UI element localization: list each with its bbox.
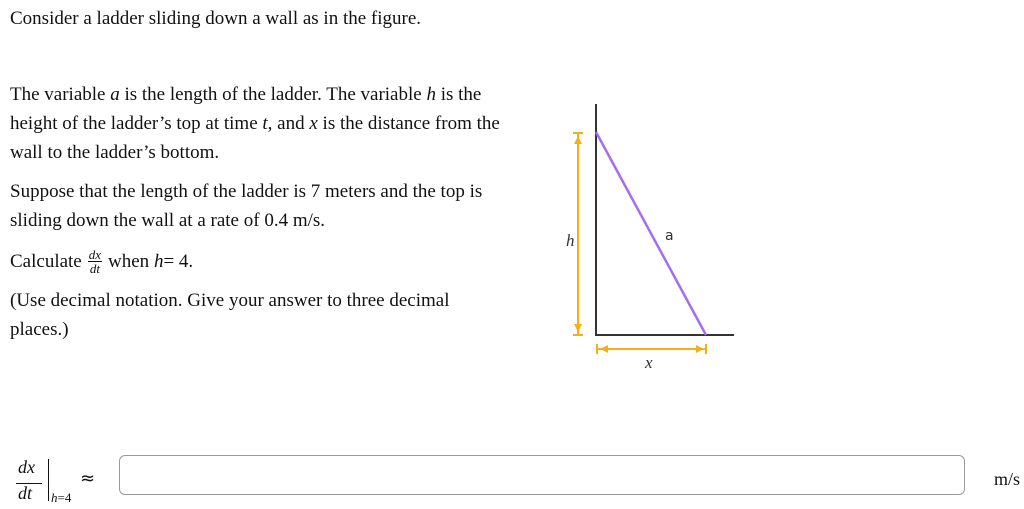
label-x: x: [645, 353, 653, 372]
x-arrow-left: [600, 345, 608, 353]
var-t: t: [262, 113, 268, 134]
label-a: a: [665, 228, 674, 244]
var-h: h: [153, 251, 164, 272]
var-a: a: [110, 84, 120, 105]
answer-input[interactable]: [119, 455, 965, 495]
var-h: h: [426, 84, 436, 105]
derivative-numerator: dx: [18, 457, 35, 477]
text-span: is the distance from the wall to the ladder’s bottom.: [10, 113, 500, 163]
text-span: The variable: [10, 84, 111, 105]
instructions-paragraph: (Use decimal notation. Give your answer to three decimal places.): [10, 290, 450, 340]
x-arrow-right: [696, 345, 704, 353]
fraction-numerator: dx: [88, 247, 102, 262]
fraction-denominator: dt: [89, 261, 100, 276]
variables-paragraph: [10, 80, 520, 167]
calculate-label: Calculate: [10, 251, 82, 272]
dx-dt-fraction: [88, 249, 102, 274]
equals-value: = 4.: [163, 251, 194, 272]
ladder-figure: [560, 96, 750, 376]
intro-text: Consider a ladder sliding down a wall as in the figure.: [10, 8, 422, 29]
text-span: is the length of the ladder. The variable: [119, 84, 427, 105]
text-span: , and: [267, 113, 310, 134]
unit-label: m/s: [994, 469, 1021, 489]
evaluation-subscript: [51, 490, 71, 506]
subscript-value: =4: [57, 490, 72, 505]
calculate-line: [10, 247, 520, 276]
given-paragraph: Suppose that the length of the ladder is 7 meters and the top is sliding down the wall at a rate of 0.4 m/s.: [10, 181, 483, 231]
text-span: is the height of the ladder’s top at time: [10, 84, 482, 134]
approx-symbol: ≈: [80, 468, 96, 489]
h-arrow-down: [574, 324, 582, 332]
when-label: when: [108, 251, 150, 272]
h-arrow-up: [574, 136, 582, 144]
subscript-var: h: [51, 490, 58, 505]
ladder-line: [596, 132, 706, 335]
derivative-denominator: dt: [18, 483, 33, 503]
label-h: h: [566, 231, 575, 250]
evaluation-bar: [48, 459, 49, 501]
var-x: x: [309, 113, 318, 134]
